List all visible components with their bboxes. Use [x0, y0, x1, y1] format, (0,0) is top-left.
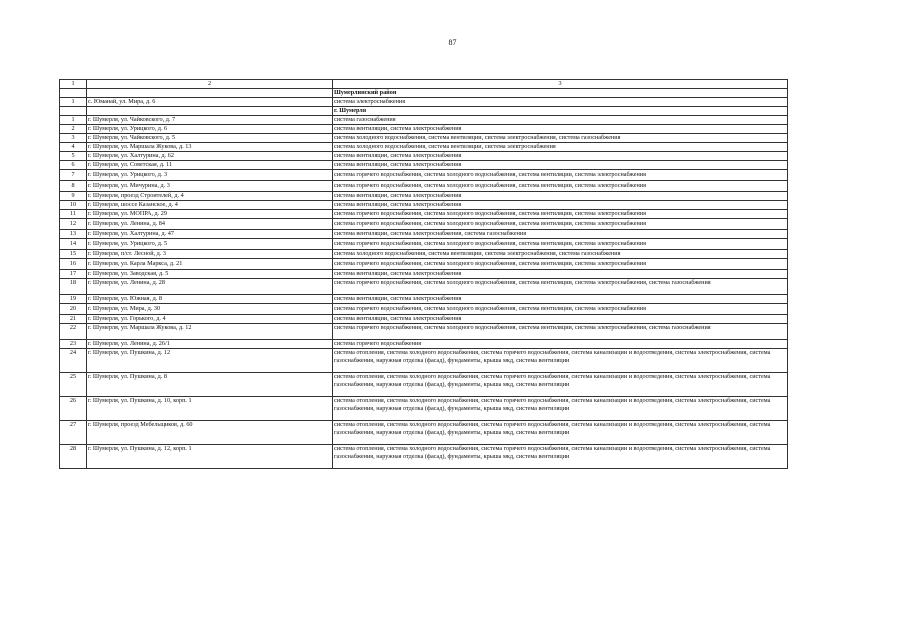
table-row — [60, 445, 788, 469]
row-number-cell: 5 — [60, 152, 87, 161]
row-address-cell: г. Шумерля, ул. Мира, д. 30 — [87, 304, 333, 315]
row-number-cell: 11 — [60, 210, 87, 219]
row-address-cell: г. Шумерля, ул. Маршала Жукова, д. 13 — [87, 143, 333, 152]
section-empty-cell — [87, 89, 333, 98]
row-number-cell: 1 — [60, 98, 87, 107]
row-works-cell: система горячего водоснабжения, система холодного водоснабжения, система вентиляции, система электроснабжения — [333, 219, 788, 230]
table-row — [60, 349, 788, 373]
table-row — [60, 201, 788, 210]
table-row — [60, 134, 788, 143]
row-number-cell: 4 — [60, 143, 87, 152]
table-row — [60, 230, 788, 239]
row-address-cell: г. Шумерля, проезд Мебельщиков, д. 60 — [87, 421, 333, 445]
row-address-cell: г. Шумерля, ул. Урицкого, д. 6 — [87, 125, 333, 134]
header-cell-number: 1 — [60, 80, 87, 89]
row-number-cell: 13 — [60, 230, 87, 239]
row-works-cell: система вентиляции, система электроснабжения, система газоснабжения — [333, 230, 788, 239]
row-works-cell: система отопления, система холодного водоснабжения, система горячего водоснабжения, система канализации и водоотведения, система электроснабжения, система газоснабжения, наружная отделка (фасад), фундаменты, крыша мкд, система вентиляции — [333, 421, 788, 445]
row-number-cell: 22 — [60, 324, 87, 340]
section-row — [60, 107, 788, 116]
table-row — [60, 259, 788, 270]
row-works-cell: система электроснабжения — [333, 98, 788, 107]
row-address-cell: г. Шумерля, ул. Урицкого, д. 3 — [87, 170, 333, 181]
table-row — [60, 170, 788, 181]
row-works-cell: система вентиляции, система электроснабжения — [333, 125, 788, 134]
table-row — [60, 373, 788, 397]
row-number-cell: 24 — [60, 349, 87, 373]
section-empty-cell — [87, 107, 333, 116]
row-works-cell: система газоснабжения — [333, 116, 788, 125]
row-works-cell: система горячего водоснабжения, система холодного водоснабжения, система вентиляции, система электроснабжения, система газоснабжения — [333, 279, 788, 295]
row-works-cell: система вентиляции, система электроснабжения — [333, 201, 788, 210]
row-address-cell: г. Шумерля, ул. Халтурина, д. 47 — [87, 230, 333, 239]
section-title: Шумерлинский район — [333, 89, 788, 98]
row-number-cell: 21 — [60, 315, 87, 324]
row-address-cell: г. Шумерля, ул. Южная, д. 8 — [87, 295, 333, 304]
row-number-cell: 14 — [60, 239, 87, 250]
table-row — [60, 279, 788, 295]
table-row — [60, 152, 788, 161]
row-address-cell: г. Шумерля, ул. Урицкого, д. 5 — [87, 239, 333, 250]
row-number-cell: 25 — [60, 373, 87, 397]
row-number-cell: 9 — [60, 192, 87, 201]
row-address-cell: г. Шумерля, ул. Карла Маркса, д. 21 — [87, 259, 333, 270]
table-row — [60, 340, 788, 349]
works-table — [59, 79, 788, 469]
table-row — [60, 250, 788, 259]
table-header-row — [60, 80, 788, 89]
row-address-cell: г. Шумерля, ул. Заводская, д. 5 — [87, 270, 333, 279]
table-row — [60, 125, 788, 134]
row-address-cell: г. Шумерля, ул. Пушкина, д. 12 — [87, 349, 333, 373]
row-number-cell: 1 — [60, 116, 87, 125]
row-address-cell: г. Шумерля, ул. Пушкина, д. 12, корп. 1 — [87, 445, 333, 469]
row-works-cell: система вентиляции, система электроснабжения — [333, 315, 788, 324]
table-row — [60, 143, 788, 152]
row-number-cell: 7 — [60, 170, 87, 181]
table-row — [60, 421, 788, 445]
row-works-cell: система отопления, система холодного водоснабжения, система горячего водоснабжения, система канализации и водоотведения, система электроснабжения, система газоснабжения, наружная отделка (фасад), фундаменты, крыша мкд, система вентиляции — [333, 373, 788, 397]
row-works-cell: система холодного водоснабжения, система вентиляции, система электроснабжения — [333, 143, 788, 152]
row-address-cell: г. Шумерля, ул. Ленина, д. 26/1 — [87, 340, 333, 349]
header-cell-works: 3 — [333, 80, 788, 89]
row-works-cell: система вентиляции, система электроснабжения — [333, 161, 788, 170]
row-works-cell: система горячего водоснабжения, система холодного водоснабжения, система вентиляции, система электроснабжения — [333, 181, 788, 192]
row-address-cell: г. Шумерля, ул. МОПРА, д. 29 — [87, 210, 333, 219]
section-title: г. Шумерля — [333, 107, 788, 116]
row-number-cell: 3 — [60, 134, 87, 143]
table-row — [60, 295, 788, 304]
table-row — [60, 161, 788, 170]
row-address-cell: г. Шумерля, ул. Чайковского, д. 7 — [87, 116, 333, 125]
row-works-cell: система горячего водоснабжения, система холодного водоснабжения, система вентиляции, система электроснабжения — [333, 170, 788, 181]
row-number-cell: 12 — [60, 219, 87, 230]
row-address-cell: г. Шумерля, проезд Строителей, д. 4 — [87, 192, 333, 201]
section-row — [60, 89, 788, 98]
row-address-cell: с. Юманай, ул. Мира, д. 6 — [87, 98, 333, 107]
row-number-cell: 28 — [60, 445, 87, 469]
row-number-cell: 19 — [60, 295, 87, 304]
row-address-cell: г. Шумерля, ул. Ленина, д. 28 — [87, 279, 333, 295]
row-works-cell: система горячего водоснабжения, система холодного водоснабжения, система вентиляции, система электроснабжения, система газоснабжения — [333, 324, 788, 340]
table-row — [60, 397, 788, 421]
row-address-cell: г. Шумерля, ул. Горького, д. 4 — [87, 315, 333, 324]
row-address-cell: г. Шумерля, ул. Чайковского, д. 5 — [87, 134, 333, 143]
row-address-cell: г. Шумерля, ул. Советская, д. 11 — [87, 161, 333, 170]
row-address-cell: г. Шумерля, ул. Ленина, д. 84 — [87, 219, 333, 230]
row-number-cell: 2 — [60, 125, 87, 134]
table-row — [60, 315, 788, 324]
row-number-cell: 16 — [60, 259, 87, 270]
works-table-body — [60, 80, 788, 469]
row-works-cell: система отопления, система холодного водоснабжения, система горячего водоснабжения, система канализации и водоотведения, система электроснабжения, система газоснабжения, наружная отделка (фасад), фундаменты, крыша мкд, система вентиляции — [333, 349, 788, 373]
table-row — [60, 192, 788, 201]
row-works-cell: система отопления, система холодного водоснабжения, система горячего водоснабжения, система канализации и водоотведения, система электроснабжения, система газоснабжения, наружная отделка (фасад), фундаменты, крыша мкд, система вентиляции — [333, 397, 788, 421]
table-row — [60, 98, 788, 107]
row-works-cell: система холодного водоснабжения, система вентиляции, система электроснабжения, система газоснабжения — [333, 250, 788, 259]
table-row — [60, 239, 788, 250]
row-number-cell: 6 — [60, 161, 87, 170]
row-works-cell: система горячего водоснабжения, система холодного водоснабжения, система вентиляции, система электроснабжения — [333, 259, 788, 270]
row-address-cell: г. Шумерля, ул. Пушкина, д. 8 — [87, 373, 333, 397]
row-works-cell: система вентиляции, система электроснабжения — [333, 270, 788, 279]
table-row — [60, 270, 788, 279]
table-row — [60, 324, 788, 340]
row-number-cell: 23 — [60, 340, 87, 349]
row-works-cell: система вентиляции, система электроснабжения — [333, 295, 788, 304]
row-works-cell: система горячего водоснабжения, система холодного водоснабжения, система вентиляции, система электроснабжения — [333, 304, 788, 315]
row-works-cell: система холодного водоснабжения, система вентиляции, система электроснабжения, система газоснабжения — [333, 134, 788, 143]
row-number-cell: 27 — [60, 421, 87, 445]
table-row — [60, 181, 788, 192]
row-works-cell: система горячего водоснабжения — [333, 340, 788, 349]
row-works-cell: система горячего водоснабжения, система холодного водоснабжения, система вентиляции, система электроснабжения — [333, 239, 788, 250]
table-row — [60, 210, 788, 219]
row-number-cell: 18 — [60, 279, 87, 295]
table-row — [60, 219, 788, 230]
page-number: 87 — [448, 38, 457, 47]
row-number-cell: 10 — [60, 201, 87, 210]
row-address-cell: г. Шумерля, ул. Халтурина, д. 62 — [87, 152, 333, 161]
row-works-cell: система вентиляции, система электроснабжения — [333, 152, 788, 161]
row-number-cell: 20 — [60, 304, 87, 315]
header-cell-address: 2 — [87, 80, 333, 89]
row-address-cell: г. Шумерля, ул. Мичурина, д. 3 — [87, 181, 333, 192]
row-address-cell: г. Шумерля, п/ст. Лесной, д. 3 — [87, 250, 333, 259]
row-number-cell: 26 — [60, 397, 87, 421]
row-number-cell: 8 — [60, 181, 87, 192]
row-address-cell: г. Шумерля, ул. Пушкина, д. 10, корп. 1 — [87, 397, 333, 421]
row-number-cell: 15 — [60, 250, 87, 259]
row-works-cell: система вентиляции, система электроснабжения — [333, 192, 788, 201]
row-works-cell: система горячего водоснабжения, система холодного водоснабжения, система вентиляции, система электроснабжения — [333, 210, 788, 219]
row-number-cell: 17 — [60, 270, 87, 279]
section-empty-cell — [60, 107, 87, 116]
section-empty-cell — [60, 89, 87, 98]
row-address-cell: г. Шумерля, ул. Маршала Жукова, д. 12 — [87, 324, 333, 340]
row-works-cell: система отопления, система холодного водоснабжения, система горячего водоснабжения, система канализации и водоотведения, система электроснабжения, система газоснабжения, наружная отделка (фасад), фундаменты, крыша мкд, система вентиляции — [333, 445, 788, 469]
table-row — [60, 304, 788, 315]
table-row — [60, 116, 788, 125]
row-address-cell: г. Шумерля, шоссе Казанское, д. 4 — [87, 201, 333, 210]
